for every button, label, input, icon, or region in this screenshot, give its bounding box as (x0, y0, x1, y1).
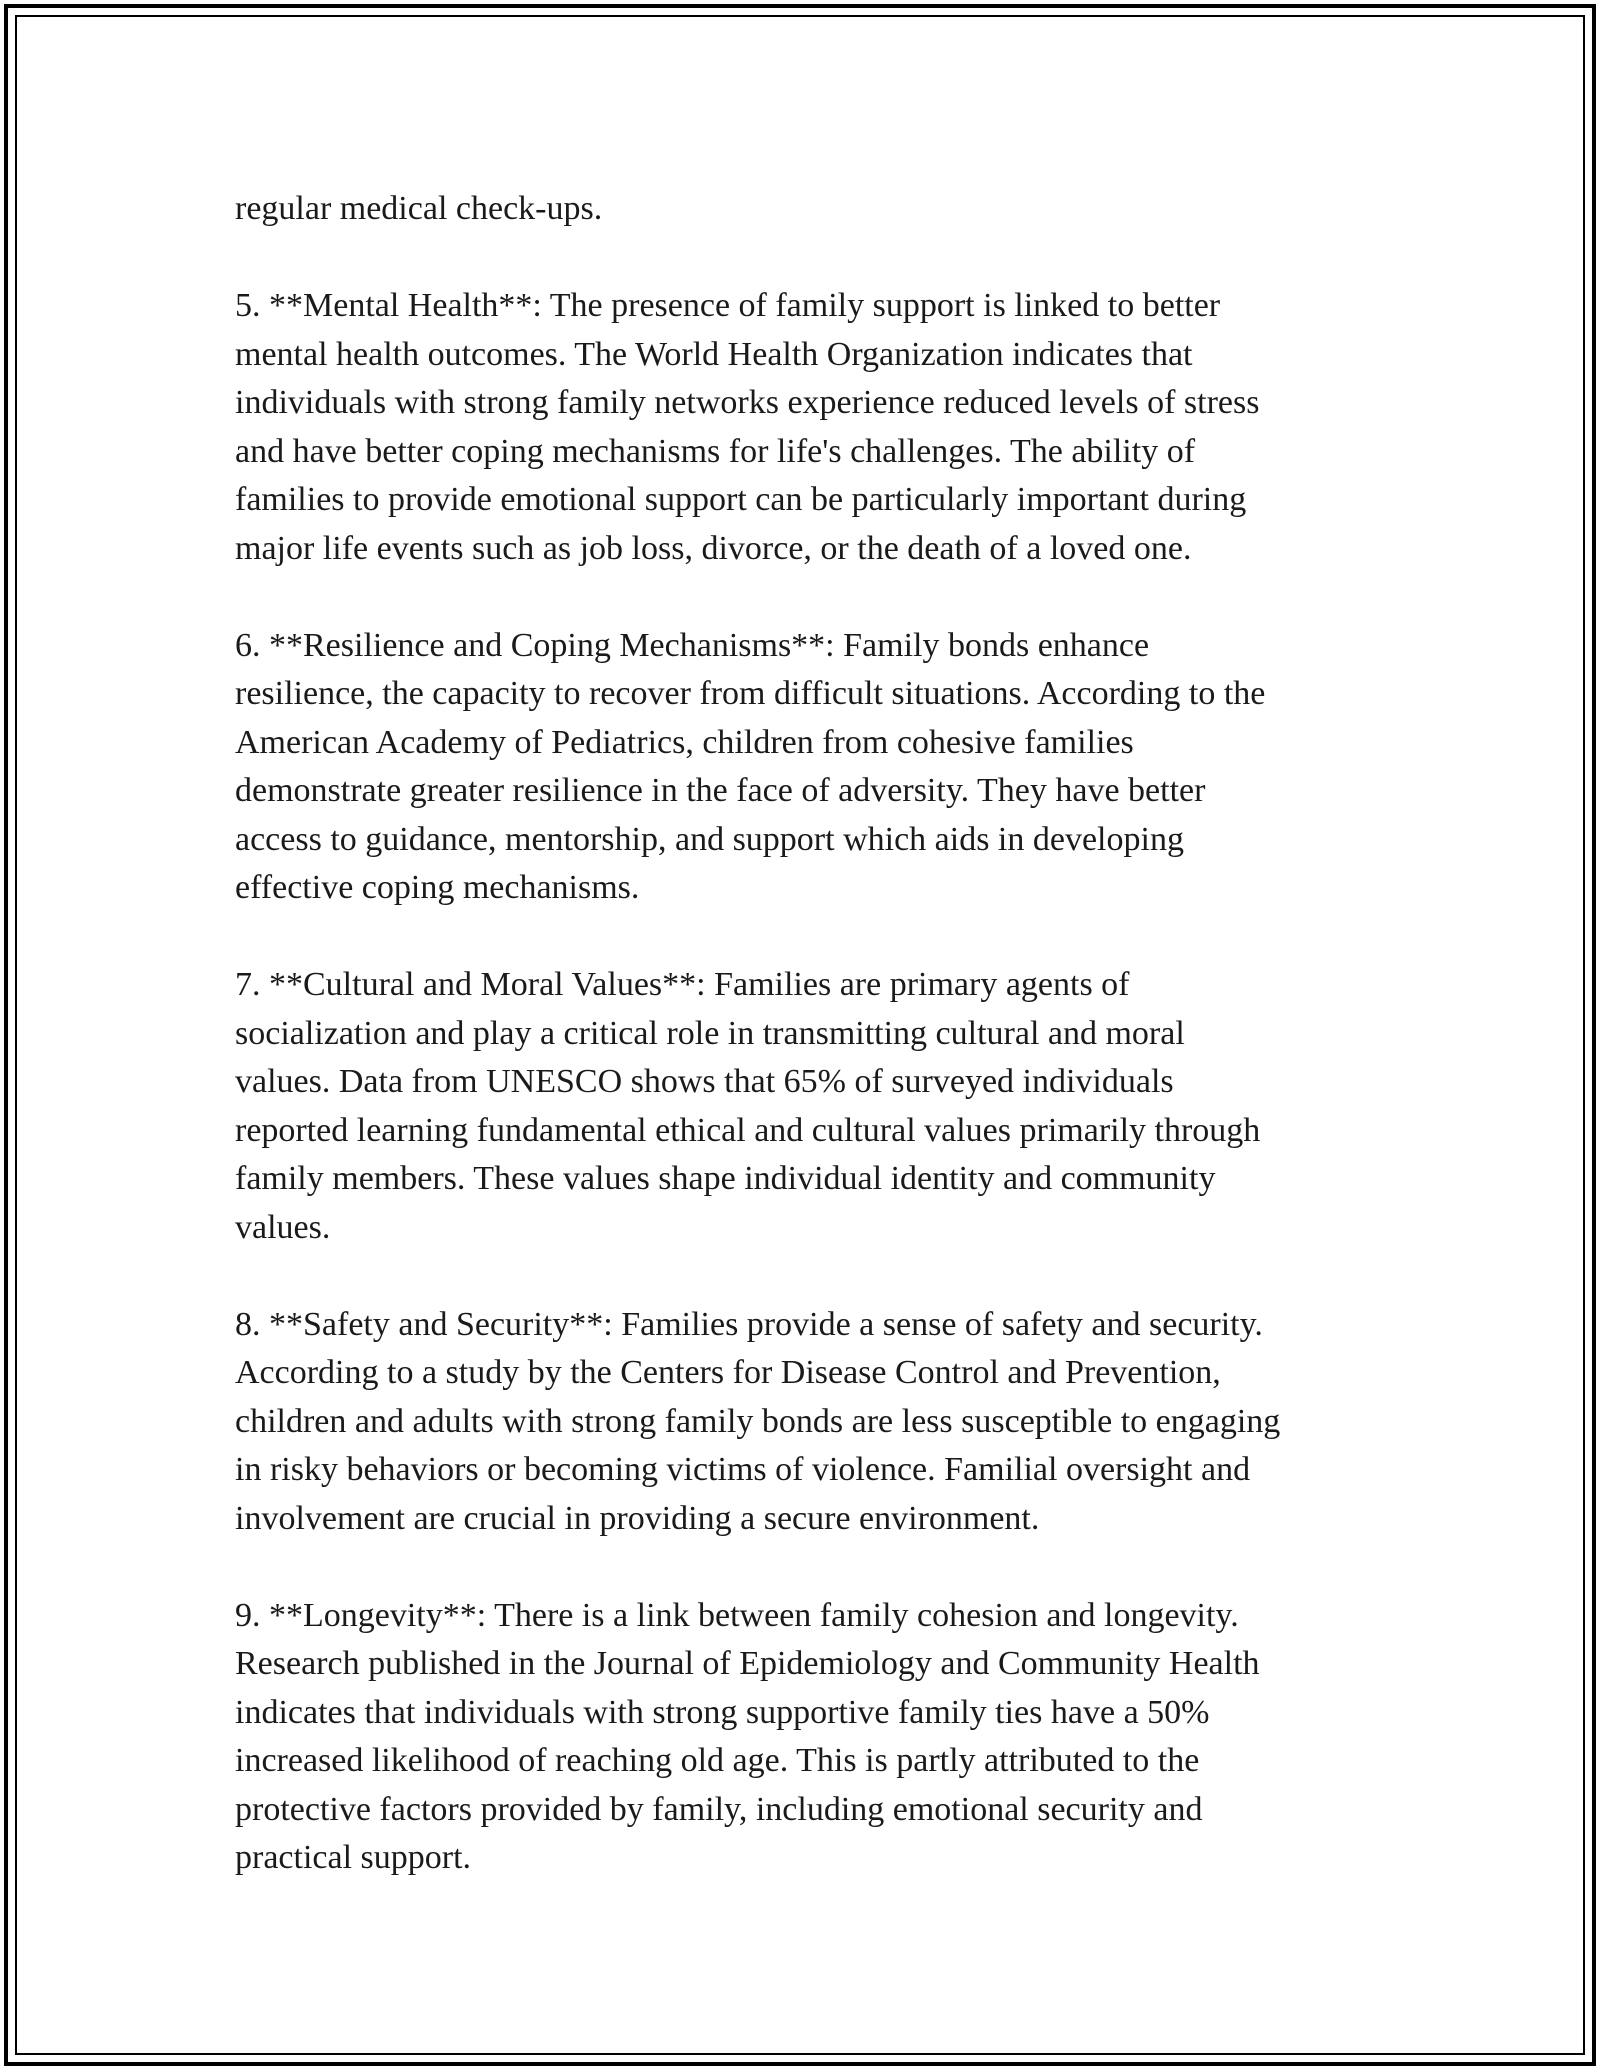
paragraph-continuation: regular medical check-ups. (235, 190, 603, 227)
paragraph-cultural-values: 7. **Cultural and Moral Values**: Families are primary agents of socialization and play a critical role in transmitting cultural and moral values. Data from UNESCO shows that 65% of surveyed individuals reported learning fundamental ethical and cultural values primarily through family members. These values shape individual identity and community values. (235, 966, 1261, 1246)
paragraph-longevity: 9. **Longevity**: There is a link between family cohesion and longevity. Research published in the Journal of Epidemiology and Community Health indicates that individuals with strong supportive family ties have a 50% increased likelihood of reaching old age. This is partly attributed to the protective factors provided by family, including emotional security and practical support. (235, 1596, 1260, 1876)
document-body (235, 185, 1375, 1931)
paragraph-mental-health: 5. **Mental Health**: The presence of family support is linked to better mental health outcomes. The World Health Organization indicates that individuals with strong family networks experience reduced levels of stress and have better coping mechanisms for life's challenges. The ability of families to provide emotional support can be particularly important during major life events such as job loss, divorce, or the death of a loved one. (235, 287, 1260, 567)
paragraph-resilience: 6. **Resilience and Coping Mechanisms**: Family bonds enhance resilience, the capacity to recover from difficult situations. According to the American Academy of Pediatrics, children from cohesive families demonstrate greater resilience in the face of adversity. They have better access to guidance, mentorship, and support which aids in developing effective coping mechanisms. (235, 626, 1266, 906)
paragraph-safety-security: 8. **Safety and Security**: Families provide a sense of safety and security. According to a study by the Centers for Disease Control and Prevention, children and adults with strong family bonds are less susceptible to engaging in risky behaviors or becoming victims of violence. Familial oversight and involvement are crucial in providing a secure environment. (235, 1305, 1281, 1537)
